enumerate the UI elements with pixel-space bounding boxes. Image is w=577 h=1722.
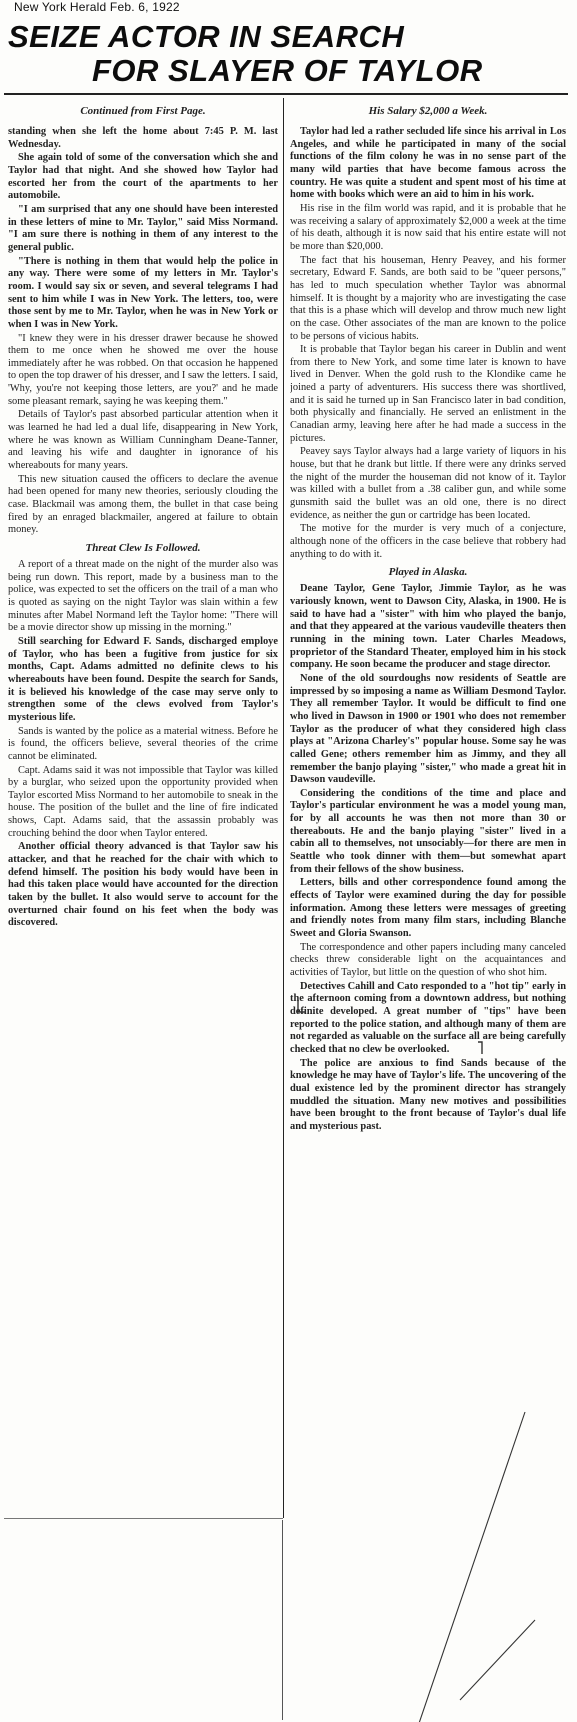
continued-heading: Continued from First Page. [80, 105, 206, 117]
headline-rule [4, 93, 568, 95]
clipping-edge-left [282, 1520, 283, 1720]
article-paragraph: Letters, bills and other correspondence found among the effects of Taylor were examined during the day for possible information. Among these letters were messages of greeting and friendly notes from many film stars, including Blanche Sweet and Gloria Swanson. [290, 877, 566, 940]
article-paragraph: His rise in the film world was rapid, and it is probable that he was receiving a salary of approximately $2,000 a week at the time of his death, although it is now said that his entire estate will not be more than $20,000. [290, 202, 566, 252]
article-paragraph: "I knew they were in his dresser drawer because he showed them to me once when he showed me over the house immediately after he was robbed. On that occasion he happened to open the top drawer of his dresser, and I saw the letters. I said, 'Why, you're not keeping those letters, are you?' and he made some pleasant remark, saying he was keeping them." [8, 332, 278, 407]
article-paragraph: Details of Taylor's past absorbed particular attention when it was learned he had led a dual life, disappearing in New York, where he was known as William Cunningham Deane-Tanner, and leaving his wife and daughter in ignorance of his whereabouts for many years. [8, 409, 278, 472]
right-column [290, 102, 566, 1712]
column-divider [283, 98, 284, 1518]
article-paragraph: Capt. Adams said it was not impossible that Taylor was killed by a burglar, who seized upon the opportunity provided when Taylor escorted Miss Normand to her automobile to sneak in the house. The position of the bullet and the line of fire indicated shows, Capt. Adams said, that the assassin probably was crouching behind the door when Taylor entered. [8, 764, 278, 839]
article-paragraph: The fact that his houseman, Henry Peavey, and his former secretary, Edward F. Sands, are both said to be "queer persons," has led to much speculation whether Taylor was abnormal himself. It is thought by a majority who are investigating the case that this is a phase which will develop and throw much new light on the case. Other associates of the man are known to the police to be persons of vicious habits. [290, 254, 566, 342]
article-paragraph: It is probable that Taylor began his career in Dublin and went from there to New York, and some time later is known to have lived in Denver. When the gold rush to the Klondike came he joined a party of adventurers. His success there was shortlived, and it is said he turned up in San Francisco later in bad condition, both physically and financially. He served an enlistment in the Canadian army, leaving here after he had made a success in the pictures. [290, 344, 566, 444]
subhead-salary: His Salary $2,000 a Week. [368, 105, 488, 117]
clipping-edge-bottom [4, 1518, 283, 1519]
source-line: New York Herald Feb. 6, 1922 [14, 0, 180, 14]
subhead-threat-clew: Threat Clew Is Followed. [85, 542, 201, 554]
article-paragraph: "I am surprised that any one should have been interested in these letters of mine to Mr. Taylor," said Miss Normand. "I am sure there is nothing in them of any interest to the general public. [8, 203, 278, 253]
article-paragraph: The police are anxious to find Sands because of the knowledge he may have of Taylor's life. The uncovering of the dual existence led by the prominent director has strangely muddled the situation. Many new motives and possibilities have been brought to the front because of Taylor's dual life and mysterious past. [290, 1057, 566, 1132]
article-paragraph: A report of a threat made on the night of the murder also was being run down. This report, made by a business man to the police, was expected to set the officers on the trail of a man who is quoted as saying on the night Taylor was slain within a few minutes after Mabel Normand left the Taylor home: "There will be a movie director show up missing in the morning." [8, 559, 278, 634]
article-paragraph: Peavey says Taylor always had a large variety of liquors in his house, but that he drank but little. If there were any drinks served the night of the murder the houseman did not know of it. Taylor was killed with a bullet from a .38 caliber gun, and while some gunsmith said the bullet was an old one, there is no direct evidence, as neither the gun or cartridge has been located. [290, 446, 566, 521]
article-paragraph: "There is nothing in them that would help the police in any way. There were some of my letters in Mr. Taylor's room. I would say six or seven, and several telegrams I had sent to him while I was in New York. The letters, too, were those sent by me to Mr. Taylor, when he was in New York or when I was in New York. [8, 255, 278, 330]
left-column [8, 102, 278, 1512]
article-paragraph: Deane Taylor, Gene Taylor, Jimmie Taylor, as he was variously known, went to Dawson City, Alaska, in 1900. He is said to have had a "sister" with him who played the banjo, and that they appeared at the various vaudeville theaters then running in the mining town. Later Charles Meadows, proprietor of the Standard Theater, employed him in his stock company. He soon became the producer and stage director. [290, 583, 566, 671]
headline-line-2: FOR SLAYER OF TAYLOR [92, 53, 483, 88]
article-paragraph: standing when she left the home about 7:45 P. M. last Wednesday. [8, 126, 278, 150]
subhead-played-in-alaska: Played in Alaska. [388, 566, 468, 579]
article-paragraph: None of the old sourdoughs now residents of Seattle are impressed by so imposing a name as William Desmond Taylor. They all remember Taylor. It would be difficult to find one who lived in Dawson in 1900 or 1901 who does not remember Taylor as the producer of what they considered high class plays at "Arizona Charley's" popular house. Some say he was called Gene; others remember him as Jimmy, and they all remember the banjo playing "sister," who made a great hit in Dawson vaudeville. [290, 672, 566, 786]
article-paragraph: Considering the conditions of the time and place and Taylor's particular environment he was a model young man, for by all accounts he was then not more than 30 or thereabouts. He and the banjo playing "sister" lived in a cabin all to themselves, not unsociably—for there are men in Seattle who took dinner with them—but somewhat apart from their fellows of the show business. [290, 787, 566, 875]
article-paragraph: Detectives Cahill and Cato responded to a "hot tip" early in the afternoon coming from a downtown address, but nothing definite developed. A great number of "tips" have been reported to the police station, and although many of them are not regarded as valuable on the surface all are being carefully checked that no clew be overlooked. [290, 980, 566, 1055]
article-paragraph: Sands is wanted by the police as a material witness. Before he is found, the officers believe, several theories of the crime cannot be eliminated. [8, 725, 278, 762]
headline-line-1: SEIZE ACTOR IN SEARCH [8, 19, 405, 54]
article-paragraph: Still searching for Edward F. Sands, discharged employe of Taylor, who has been a fugitive from justice for six months, Capt. Adams admitted no definite clews to his whereabouts have been found. Despite the search for Sands, it is believed his knowledge of the case may serve only to strengthen some of the clews evolved from Taylor's mysterious life. [8, 635, 278, 723]
article-paragraph: Taylor had led a rather secluded life since his arrival in Los Angeles, and while he participated in many of the social functions of the film colony he was in no sense part of the many wild parties that have become famous across the country. He was quite a student and spent most of his time at home with books which were an aid to him in his work. [290, 126, 566, 201]
article-paragraph: The motive for the murder is very much of a conjecture, although none of the officers in the case believe that robbery had anything to do with it. [290, 523, 566, 560]
article-paragraph: She again told of some of the conversation which she and Taylor had that night. And she showed how Taylor had escorted her from the court of the apartments to her automobile. [8, 152, 278, 202]
article-paragraph: The correspondence and other papers including many canceled checks threw considerable light on the acquaintances and activities of Taylor, but little on the question of who shot him. [290, 941, 566, 978]
article-paragraph: Another official theory advanced is that Taylor saw his attacker, and that he reached for the chair with which to defend himself. The position his body would have been in had this taken place would have accounted for the direction taken by the bullet. It also would serve to account for the overturned chair found on his feet when the body was discovered. [8, 841, 278, 929]
article-paragraph: This new situation caused the officers to declare the avenue had been opened for many new theories, seriously clouding the case. Blackmail was among them, the bullet in that case being fired by an enraged blackmailer, angered at failure to obtain money. [8, 473, 278, 536]
